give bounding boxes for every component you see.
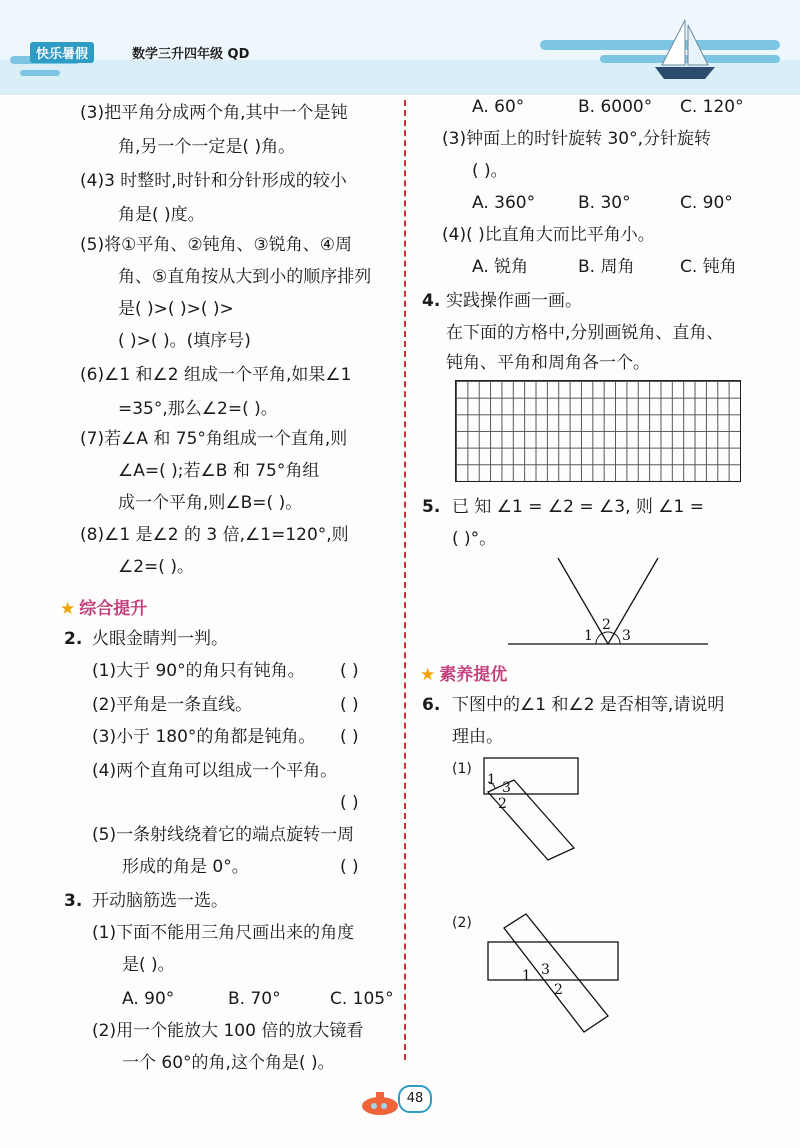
q2-number: 2. [64, 629, 83, 649]
q6-fig1-label-1: 1 [487, 772, 496, 788]
q5-label-1: 1 [584, 628, 593, 644]
q3-sub4-option-c[interactable]: C. 钝角 [680, 257, 737, 277]
q2-item4-answer[interactable]: ( ) [340, 793, 359, 813]
section-literacy-title: 素养提优 [439, 665, 508, 685]
sailboat-icon [650, 15, 720, 85]
q6-fig2-tilted-rect [504, 914, 608, 1032]
q3-sub1-option-c[interactable]: C. 105° [330, 989, 394, 1009]
q6-fig2-label-3: 3 [541, 962, 550, 978]
q3-sub3-line2: ( )。 [472, 161, 508, 181]
q3-sub3-option-a[interactable]: A. 360° [472, 193, 536, 213]
q6-fig2-label: (2) [452, 915, 472, 931]
q6-fig1-horizontal-rect [484, 758, 578, 794]
q1-item5-line1: (5)将①平角、②钝角、③锐角、④周 [80, 235, 353, 255]
q3-sub3-line1: (3)钟面上的时针旋转 30°,分针旋转 [442, 129, 712, 149]
q4-number: 4. [422, 291, 441, 311]
star-icon: ★ [60, 599, 76, 619]
q3-sub1-line2: 是( )。 [122, 955, 175, 975]
q6-line2: 理由。 [452, 727, 503, 747]
q1-item8-line2: ∠2=( )。 [118, 557, 194, 577]
q6-number: 6. [422, 695, 441, 715]
q3-sub1-option-b[interactable]: B. 70° [228, 989, 281, 1009]
column-divider [404, 100, 406, 1060]
q2-item4: (4)两个直角可以组成一个平角。 [92, 761, 338, 781]
q6-fig1-tilted-rect [488, 780, 574, 860]
q6-fig1-label-2: 2 [498, 796, 507, 812]
q5-ray-right [608, 558, 658, 644]
q6-fig2-label-1: 1 [522, 968, 531, 984]
q2-item5-line1: (5)一条射线绕着它的端点旋转一周 [92, 825, 355, 845]
q6-fig1-label-3: 3 [502, 780, 511, 796]
q1-item7-line1: (7)若∠A 和 75°角组成一个直角,则 [80, 429, 348, 449]
q1-item5-line3: 是( )>( )>( )> [118, 299, 234, 319]
q5-ray-left [558, 558, 608, 644]
q2-item3: (3)小于 180°的角都是钝角。 [92, 727, 316, 747]
q4-title: 实践操作画一画。 [446, 291, 582, 311]
q3-number: 3. [64, 891, 83, 911]
q3-sub4-line1: (4)( )比直角大而比平角小。 [442, 225, 655, 245]
section-comprehensive [60, 594, 147, 619]
q5-number: 5. [422, 497, 441, 517]
q3-sub2-option-c[interactable]: C. 120° [680, 97, 744, 117]
q1-item5-line4: ( )>( )。(填序号) [118, 331, 251, 351]
q4-line1: 在下面的方格中,分别画锐角、直角、 [446, 323, 724, 343]
q2-item1: (1)大于 90°的角只有钝角。 [92, 661, 305, 681]
star-icon: ★ [420, 665, 436, 685]
page-number: 48 [398, 1085, 432, 1113]
q3-sub2-option-b[interactable]: B. 6000° [578, 97, 653, 117]
book-subtitle: 数学三升四年级 QD [132, 47, 250, 62]
q3-sub1-line1: (1)下面不能用三角尺画出来的角度 [92, 923, 355, 943]
q5-label-3: 3 [622, 628, 631, 644]
q1-item4-line1: (4)3 时整时,时针和分针形成的较小 [80, 171, 347, 191]
q1-item3-line2: 角,另一个一定是( )角。 [118, 137, 296, 157]
q5-angle-figure [500, 552, 715, 652]
q6-fig1-label: (1) [452, 761, 472, 777]
q3-sub2-line1: (2)用一个能放大 100 倍的放大镜看 [92, 1021, 364, 1041]
q2-item5-answer[interactable]: ( ) [340, 857, 359, 877]
q3-sub3-option-b[interactable]: B. 30° [578, 193, 631, 213]
series-title: 快乐暑假 [30, 42, 94, 63]
q1-item7-line2: ∠A=( );若∠B 和 75°角组 [118, 461, 320, 481]
q3-sub1-option-a[interactable]: A. 90° [122, 989, 175, 1009]
section-literacy [420, 660, 507, 685]
q6-figure-1 [478, 752, 618, 872]
q4-line2: 钝角、平角和周角各一个。 [446, 353, 650, 373]
q2-item3-answer[interactable]: ( ) [340, 727, 359, 747]
q1-item8-line1: (8)∠1 是∠2 的 3 倍,∠1=120°,则 [80, 525, 349, 545]
q1-item6-line1: (6)∠1 和∠2 组成一个平角,如果∠1 [80, 365, 352, 385]
q2-item2-answer[interactable]: ( ) [340, 695, 359, 715]
q2-item2: (2)平角是一条直线。 [92, 695, 253, 715]
q1-item3-line1: (3)把平角分成两个角,其中一个是钝 [80, 103, 348, 123]
q5-arc-3 [614, 634, 620, 644]
q5-line2: ( )°。 [452, 529, 497, 549]
q5-label-2: 2 [602, 617, 611, 633]
q1-item4-line2: 角是( )度。 [118, 205, 205, 225]
q3-sub3-option-c[interactable]: C. 90° [680, 193, 733, 213]
q2-item1-answer[interactable]: ( ) [340, 661, 359, 681]
q3-sub2-option-a[interactable]: A. 60° [472, 97, 525, 117]
q5-arc-1 [596, 634, 602, 644]
submarine-icon [358, 1084, 402, 1118]
q6-line1: 下图中的∠1 和∠2 是否相等,请说明 [452, 695, 725, 715]
q3-sub2-line2: 一个 60°的角,这个角是( )。 [122, 1053, 335, 1073]
header-banner [0, 0, 800, 95]
q3-title: 开动脑筋选一选。 [92, 891, 228, 911]
q6-figure-2 [484, 912, 634, 1042]
q1-item7-line3: 成一个平角,则∠B=( )。 [118, 493, 303, 513]
section-comprehensive-title: 综合提升 [79, 599, 148, 619]
q3-sub4-option-b[interactable]: B. 周角 [578, 257, 635, 277]
q1-item5-line2: 角、⑤直角按从大到小的顺序排列 [118, 267, 372, 287]
q5-line1: 已 知 ∠1 = ∠2 = ∠3, 则 ∠1 = [452, 497, 704, 517]
drawing-grid[interactable] [455, 380, 741, 482]
q3-sub4-option-a[interactable]: A. 锐角 [472, 257, 529, 277]
q1-item6-line2: =35°,那么∠2=( )。 [118, 399, 278, 419]
q2-item5-line2: 形成的角是 0°。 [122, 857, 249, 877]
q2-title: 火眼金睛判一判。 [92, 629, 228, 649]
q6-fig2-label-2: 2 [554, 982, 563, 998]
